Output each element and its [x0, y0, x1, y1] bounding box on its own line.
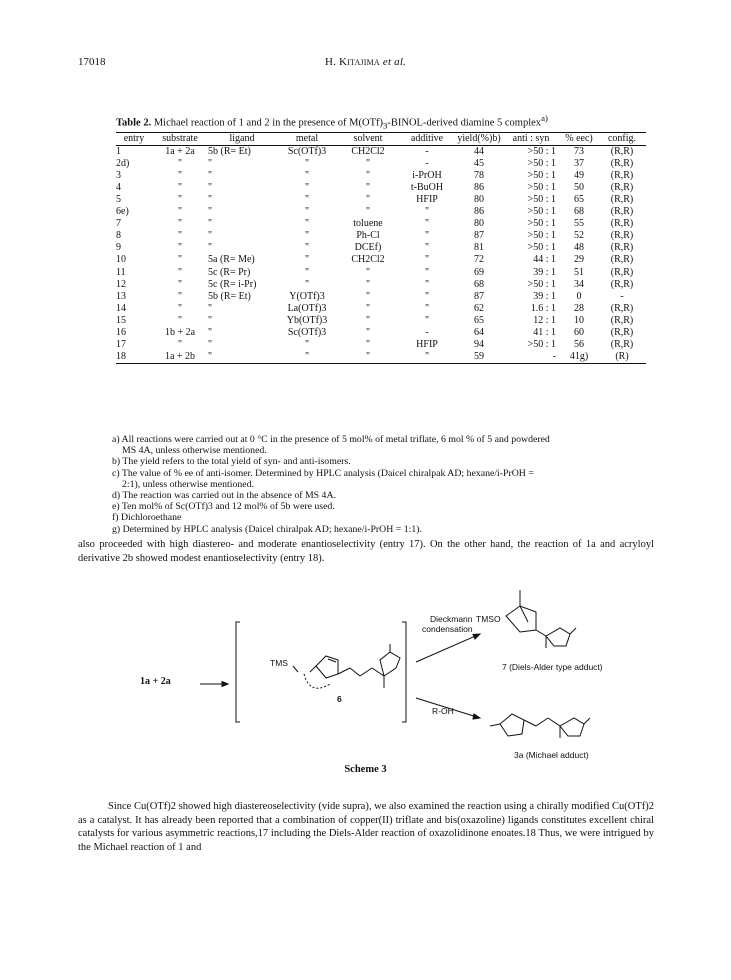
table-cell: "	[424, 254, 430, 266]
table-cell: Sc(OTf)3	[287, 327, 327, 338]
table-cell: 48	[574, 242, 584, 254]
table-cell: 1a + 2b	[152, 351, 208, 364]
chain-bond-3	[360, 668, 372, 676]
table-cell: (R,R)	[610, 145, 634, 157]
table-header-cell: ligand	[208, 132, 276, 145]
table-cell: 78	[474, 169, 484, 181]
table-cell: >50 : 1	[527, 145, 556, 157]
table-cell: "	[365, 339, 371, 351]
table-cell: "	[304, 181, 310, 193]
furan-ring	[316, 656, 338, 678]
table-cell: (R,R)	[610, 230, 634, 242]
table-cell: >50 : 1	[527, 181, 556, 193]
table-cell: "	[424, 302, 430, 314]
page-number: 17018	[78, 56, 106, 68]
table-cell: CH2Cl2	[351, 145, 385, 157]
table-cell: 55	[574, 218, 584, 230]
table-cell: 18	[116, 351, 152, 364]
table-cell: 68	[474, 278, 484, 290]
table-cell: "	[365, 193, 371, 205]
table-cell: 10	[116, 254, 126, 266]
michael-chain-3	[548, 718, 560, 726]
table-row	[116, 291, 646, 303]
table-row	[116, 145, 646, 158]
table-cell: "	[208, 351, 276, 364]
table-cell: "	[365, 278, 371, 290]
bond-tms-o	[293, 666, 298, 672]
table-cell: "	[424, 242, 430, 254]
table-cell: 41g)	[560, 351, 598, 364]
table-cell: 34	[574, 278, 584, 290]
footnote-line: e) Ten mol% of Sc(OTf)3 and 12 mol% of 5b were used.	[112, 501, 335, 513]
table-cell: Sc(OTf)3	[287, 145, 327, 157]
table-cell: 52	[574, 230, 584, 242]
table-row	[116, 230, 646, 242]
bracket-right	[402, 622, 406, 722]
table-cell: "	[177, 218, 183, 230]
table-header-cell: substrate	[152, 132, 208, 145]
table-cell: "	[177, 266, 183, 278]
table-caption-label: Table 2.	[116, 117, 152, 129]
table-caption: Table 2. Michael reaction of 1 and 2 in the presence of $M(OTf)_3-BINOL$-derived diamine 5 complex$^{a)}$	[116, 113, 548, 131]
table-cell: (R,R)	[610, 193, 634, 205]
table-cell: 72	[474, 254, 484, 266]
table-cell: DCEf)	[354, 242, 382, 254]
arrow-head-upper	[473, 634, 480, 639]
table-body	[116, 145, 646, 364]
table-cell: "	[177, 242, 183, 254]
table-cell: "	[177, 254, 183, 266]
scheme-intermediate-number: 6	[337, 694, 342, 704]
table-cell: 8	[116, 230, 121, 242]
table-cell: "	[177, 302, 183, 314]
table-cell: 60	[574, 327, 584, 338]
scheme-reactant-label: 1a + 2a	[140, 676, 171, 687]
table-cell: "	[424, 206, 430, 218]
scheme-tms-o-label: TMSO	[476, 614, 501, 624]
table-cell: >50 : 1	[527, 218, 556, 230]
table-cell: "	[208, 206, 213, 218]
table-cell: "	[424, 314, 430, 326]
table-cell: >50 : 1	[527, 157, 556, 169]
table-cell: 4	[116, 181, 121, 193]
oxazolidinone-ring-int	[380, 652, 400, 676]
table-cell: -	[425, 157, 429, 169]
table-cell: 39 : 1	[533, 290, 556, 302]
table-cell: 13	[116, 290, 126, 302]
table-cell: "	[208, 230, 213, 242]
butenolide-ring	[500, 714, 524, 736]
table-cell: 51	[574, 266, 584, 278]
table-cell: "	[208, 302, 213, 314]
curved-arrow	[304, 674, 330, 688]
table-cell: "	[208, 193, 213, 205]
table-cell: t-BuOH	[410, 181, 444, 193]
table-cell: 62	[474, 302, 484, 314]
table-row	[116, 339, 646, 351]
table-cell: "	[304, 339, 310, 351]
table-cell: "	[338, 351, 398, 364]
table-cell: i-PrOH	[412, 169, 442, 181]
butenolide-carbonyl	[490, 724, 500, 726]
table-cell: 5c (R= Pr)	[208, 266, 251, 278]
table-cell: "	[177, 339, 183, 351]
table-cell: "	[208, 181, 213, 193]
oxazolidinone-carbonyl-2	[584, 718, 590, 724]
table-cell: 73	[574, 145, 584, 157]
table-cell: 41 : 1	[533, 327, 556, 338]
table-cell: 2d)	[116, 157, 130, 169]
table-cell: 68	[574, 206, 584, 218]
table-cell: 3	[116, 169, 121, 181]
table-cell: "	[304, 254, 310, 266]
table-caption-tail: -BINOL-derived diamine 5 complex	[387, 117, 542, 129]
table-cell: "	[304, 230, 310, 242]
table-cell: 87	[474, 230, 484, 242]
michael-chain-1	[524, 720, 536, 726]
table-cell: 11	[116, 266, 126, 278]
table-cell: HFIP	[416, 339, 438, 351]
table-caption-sup: a)	[541, 113, 548, 123]
table-cell: 17	[116, 339, 126, 351]
table-cell: (R,R)	[610, 278, 634, 290]
scheme-3-figure	[140, 574, 620, 774]
footnote-line: 2:1), unless otherwise mentioned.	[122, 478, 254, 490]
table-cell: 86	[474, 206, 484, 218]
scheme-title: Scheme 3	[344, 764, 387, 775]
table-cell: 49	[574, 169, 584, 181]
adduct-chain-1	[536, 630, 546, 636]
oxazolidinone-ring-2	[560, 718, 584, 736]
table-cell: 5	[116, 193, 121, 205]
table-cell: (R,R)	[610, 169, 634, 181]
table-cell: "	[208, 169, 213, 181]
table-row	[116, 206, 646, 218]
table-row	[116, 158, 646, 170]
table-cell: -	[425, 145, 429, 157]
table-header-cell: % eec)	[560, 132, 598, 145]
table-cell: "	[365, 327, 371, 338]
table-cell: 65	[474, 314, 484, 326]
table-header-cell: solvent	[338, 132, 398, 145]
table-cell: "	[177, 169, 183, 181]
arrow-head-1	[222, 682, 228, 687]
table-cell: toluene	[353, 218, 383, 230]
table-cell: (R)	[598, 351, 646, 364]
table-block	[116, 112, 646, 364]
table-cell: >50 : 1	[527, 206, 556, 218]
table-cell: "	[424, 266, 430, 278]
table-cell: 64	[474, 327, 484, 338]
table-cell: 81	[474, 242, 484, 254]
table-cell: "	[208, 339, 213, 351]
table-header-cell: anti : syn	[502, 132, 560, 145]
table-caption-text: Michael reaction of 1 and 2 in the presence of M(OTf)	[151, 117, 384, 129]
table-cell: (R,R)	[610, 339, 634, 351]
table-row	[116, 303, 646, 315]
table-row	[116, 279, 646, 291]
scheme-upper-arrow-label-1: Dieckmann	[430, 614, 473, 624]
table-cell: "	[365, 181, 371, 193]
table-cell: (R,R)	[610, 302, 634, 314]
table-cell: "	[304, 242, 310, 254]
table-cell: "	[177, 157, 183, 169]
table-cell: >50 : 1	[527, 193, 556, 205]
table-cell: "	[276, 351, 338, 364]
table-cell: 0	[576, 290, 582, 302]
table-cell: HFIP	[416, 193, 438, 205]
table-cell: 29	[574, 254, 584, 266]
table-cell: 16	[116, 327, 126, 338]
table-cell: >50 : 1	[527, 339, 556, 351]
table-cell: (R,R)	[610, 266, 634, 278]
scheme-product-upper-label: 7 (Diels-Alder type adduct)	[502, 662, 603, 672]
table-cell: "	[304, 266, 310, 278]
table-header-cell: yield(%)b)	[457, 132, 501, 144]
table-cell: 5c (R= i-Pr)	[208, 278, 257, 290]
table-cell: 94	[474, 339, 484, 351]
footnote-line: c) The value of % ee of anti-isomer. Determined by HPLC analysis (Daicel chiralpak AD; hexane/i-PrOH =	[112, 467, 534, 479]
table-row	[116, 267, 646, 279]
body-paragraph-2: Since Cu(OTf)2 showed high diastereoselectivity (vide supra), we also examined the reaction using a chirally modified Cu(OTf)2 as a catalyst. It has already been reported that a combination of copper(II) triflate and bis(oxazoline) ligands constitutes excellent chiral catalysts for various asymmetric reactions,17 including the Diels-Alder reaction of oxazolidinone enoates.18 Thus, we were intrigued by the Michael reaction of 1 and	[78, 801, 654, 853]
table-cell: (R,R)	[610, 314, 634, 326]
oxazolidinone-carbonyl-1	[570, 628, 576, 634]
chain-bond-2	[350, 668, 360, 676]
table-cell: "	[398, 351, 456, 364]
table-row	[116, 218, 646, 230]
table-cell: 50	[574, 181, 584, 193]
table-row	[116, 182, 646, 194]
table-cell: (R,R)	[610, 157, 634, 169]
table-cell: "	[208, 327, 213, 338]
table-cell: 65	[574, 193, 584, 205]
table-cell: "	[208, 157, 213, 169]
table-cell: "	[424, 290, 430, 302]
arrow-upper	[416, 634, 480, 662]
scheme-drawing	[140, 574, 620, 774]
scheme-lower-arrow-label: R-OH	[432, 706, 454, 716]
footnote-line: d) The reaction was carried out in the absence of MS 4A.	[112, 490, 336, 502]
table-cell: 80	[474, 218, 484, 230]
table-cell: 5b (R= Et)	[208, 145, 251, 157]
data-table	[116, 132, 646, 365]
table-row	[116, 315, 646, 327]
table-cell: 39 : 1	[533, 266, 556, 278]
table-cell: 44 : 1	[533, 254, 556, 266]
running-head-smallcaps: itajima	[347, 56, 380, 68]
table-cell: 12 : 1	[533, 314, 556, 326]
table-cell: 56	[574, 339, 584, 351]
table-cell: 15	[116, 314, 126, 326]
table-cell: 9	[116, 242, 121, 254]
table-cell: 87	[474, 290, 484, 302]
table-cell: "	[177, 290, 183, 302]
table-cell: 69	[474, 266, 484, 278]
arrow-head-lower	[473, 714, 480, 719]
table-cell: 44	[474, 145, 484, 157]
table-cell: 1a + 2a	[165, 145, 195, 157]
table-cell: 86	[474, 181, 484, 193]
table-row	[116, 194, 646, 206]
table-cell: "	[177, 314, 183, 326]
table-cell: "	[365, 266, 371, 278]
table-cell: 1b + 2a	[164, 327, 196, 338]
footnote-line: g) Determined by HPLC analysis (Daicel chiralpak AD; hexane/i-PrOH = 1:1).	[112, 523, 422, 535]
scheme-tms-label: TMS	[270, 658, 288, 668]
table-cell: 5a (R= Me)	[208, 254, 255, 266]
table-cell: "	[304, 169, 310, 181]
table-cell: -	[425, 327, 429, 338]
table-row	[116, 170, 646, 182]
table-cell: "	[365, 157, 371, 169]
table-cell: >50 : 1	[527, 230, 556, 242]
table-cell: Yb(OTf)3	[286, 314, 328, 326]
table-cell: "	[424, 278, 430, 290]
table-cell: (R,R)	[610, 206, 634, 218]
running-head-prefix: H. K	[324, 56, 348, 68]
table-cell: 14	[116, 302, 126, 314]
chain-bond-1	[338, 668, 350, 674]
table-cell: "	[304, 206, 310, 218]
table-header-row	[116, 132, 646, 145]
table-cell: -	[620, 290, 624, 302]
table-cell: "	[304, 278, 310, 290]
bond-o-ring	[310, 666, 316, 672]
table-cell: (R,R)	[610, 242, 634, 254]
table-cell: 5b (R= Et)	[208, 290, 251, 302]
table-cell: "	[177, 206, 183, 218]
table-cell: (R,R)	[610, 254, 634, 266]
table-cell: "	[365, 206, 371, 218]
table-cell: >50 : 1	[527, 169, 556, 181]
table-cell: "	[208, 242, 213, 254]
michael-chain-2	[536, 718, 548, 726]
table-cell: 10	[574, 314, 584, 326]
bicyclic-core	[506, 606, 536, 632]
table-cell: Ph-Cl	[356, 230, 380, 242]
table-cell: 59	[456, 351, 502, 364]
table-cell: "	[177, 230, 183, 242]
footnote-line: MS 4A, unless otherwise mentioned.	[122, 445, 267, 457]
footnote-line: f) Dichloroethane	[112, 512, 182, 524]
table-cell: 6e)	[116, 206, 129, 218]
table-cell: "	[304, 218, 310, 230]
table-cell: "	[208, 314, 213, 326]
table-row	[116, 254, 646, 266]
table-row	[116, 327, 646, 339]
table-cell: Y(OTf)3	[289, 290, 325, 302]
table-cell: 12	[116, 278, 126, 290]
table-cell: 28	[574, 302, 584, 314]
running-head-suffix: et al.	[379, 56, 407, 68]
table-cell: 45	[474, 157, 484, 169]
footnote-line: a) All reactions were carried out at 0 °C in the presence of 5 mol% of metal triflate, 6 mol % of 5 and powdered	[112, 434, 550, 445]
table-cell: La(OTf)3	[287, 302, 327, 314]
table-cell: >50 : 1	[527, 278, 556, 290]
table-cell: >50 : 1	[527, 242, 556, 254]
table-header-cell: config.	[598, 132, 646, 145]
table-cell: "	[177, 193, 183, 205]
table-header-cell: metal	[276, 132, 338, 145]
table-cell: 7	[116, 218, 121, 230]
table-cell: "	[177, 181, 183, 193]
table-cell: "	[304, 193, 310, 205]
table-cell: CH2Cl2	[351, 254, 385, 266]
table-header-cell: entry	[116, 132, 152, 145]
table-cell: (R,R)	[610, 181, 634, 193]
table-cell: -	[502, 351, 560, 364]
table-cell: (R,R)	[610, 327, 634, 338]
table-cell: "	[304, 157, 310, 169]
table-cell: "	[208, 218, 213, 230]
table-cell: 80	[474, 193, 484, 205]
scheme-product-lower-label: 3a (Michael adduct)	[514, 750, 589, 760]
table-cell: 1.6 : 1	[530, 302, 556, 314]
table-cell: "	[177, 278, 183, 290]
table-cell: "	[365, 169, 371, 181]
table-cell: (R,R)	[610, 218, 634, 230]
table-row	[116, 242, 646, 254]
bracket-left	[236, 622, 240, 722]
body-paragraph-1: also proceeded with high diastereo- and moderate enantioselectivity (entry 17). On the other hand, the reaction of 1a and acryloyl derivative 2b showed modest enantioselectivity (entry 18).	[78, 539, 654, 564]
running-head	[0, 56, 731, 68]
table-cell: "	[365, 290, 371, 302]
table-cell: 37	[574, 157, 584, 169]
table-cell: "	[365, 314, 371, 326]
footnote-line: b) The yield refers to the total yield of syn- and anti-isomers.	[112, 456, 351, 468]
table-header-cell: additive	[398, 132, 456, 145]
oxazolidinone-ring-1	[546, 628, 570, 646]
table-cell: 1	[116, 145, 121, 157]
table-cell: "	[424, 230, 430, 242]
table-footnotes	[112, 434, 652, 535]
table-row	[116, 351, 646, 364]
table-cell: "	[365, 302, 371, 314]
scheme-upper-arrow-label-2: condensation	[422, 624, 473, 634]
table-cell: "	[424, 218, 430, 230]
